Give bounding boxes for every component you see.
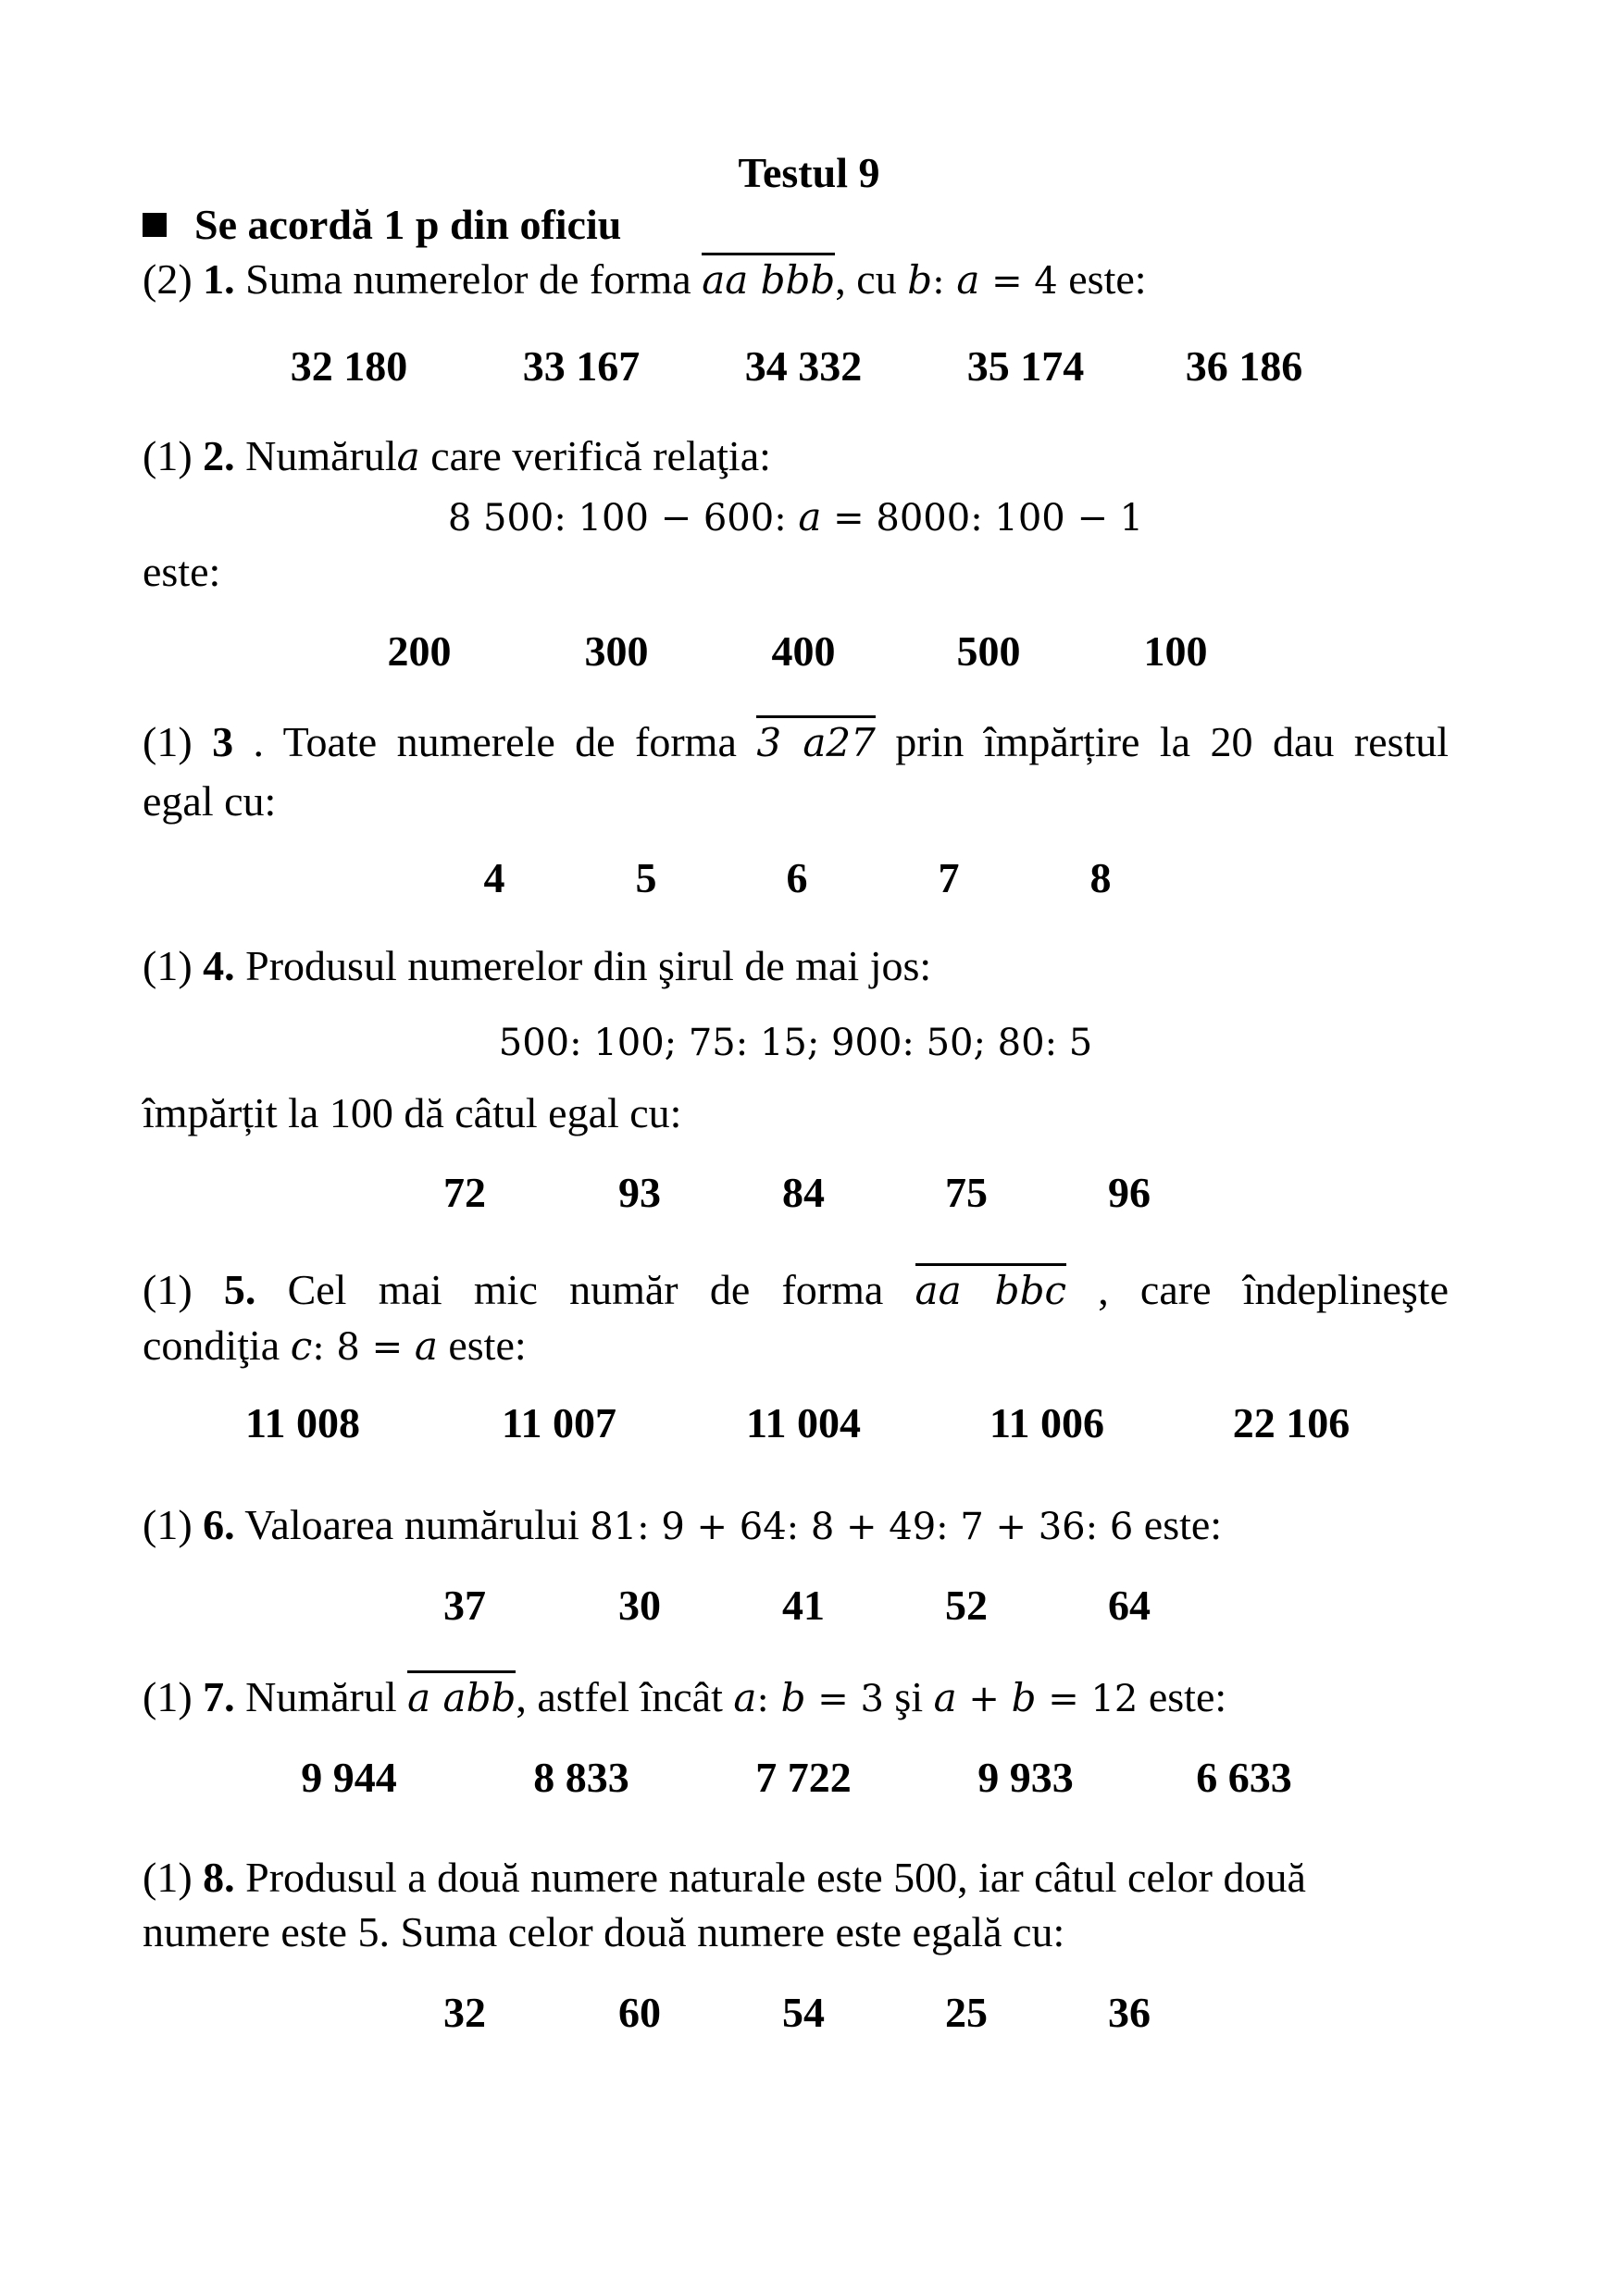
question-text: Numărul [234, 432, 397, 479]
answer-option: 84 [782, 1169, 825, 1216]
answer-option: 11 006 [989, 1399, 1104, 1446]
question-text: 500: 100; 75: 15; 900: 50; 80: 5 [498, 1022, 1093, 1064]
answer-option: 60 [618, 1989, 661, 2036]
math-expression: c [290, 1323, 313, 1369]
math-expression: a [733, 1675, 757, 1720]
question-text: 4. [203, 942, 235, 989]
answer-option: 36 186 [1185, 342, 1303, 390]
question-text: număr [569, 1266, 678, 1313]
answer-option: 6 [786, 854, 808, 901]
question-text: îndeplineşte [1242, 1266, 1449, 1313]
question-text: şi [883, 1673, 934, 1720]
question-text: 8. [203, 1854, 235, 1901]
question-2-line [143, 490, 1449, 543]
math-expression: b [907, 257, 933, 303]
answer-option: 9 944 [301, 1754, 397, 1801]
question-5-line [143, 1319, 1449, 1372]
question-4-line [143, 1086, 1449, 1140]
question-5-line [143, 1263, 1449, 1317]
question-3-line [143, 775, 1449, 828]
answer-option: 64 [1108, 1582, 1151, 1629]
question-text: = 12 [1036, 1678, 1139, 1720]
question-text: care verifică relaţia: [419, 432, 771, 479]
answer-option: 100 [1143, 627, 1208, 675]
math-expression: 3 a27 [756, 715, 876, 765]
question-text: este: [1133, 1501, 1223, 1548]
answer-option: 4 [483, 854, 505, 901]
answer-option: 30 [618, 1582, 661, 1629]
question-text: împărțire [983, 718, 1140, 765]
question-2-line [143, 429, 1449, 483]
question-text: Produsul a două numere naturale este 500, iar câtul celor două [234, 1854, 1306, 1901]
math-expression: a abb [407, 1670, 516, 1720]
answer-option: 6 633 [1196, 1754, 1292, 1801]
answer-option: 25 [945, 1989, 988, 2036]
question-text: (1) [143, 1266, 193, 1313]
question-text: Numărul [234, 1673, 408, 1720]
question-text: este: [437, 1322, 527, 1369]
question-3-line [143, 715, 1449, 769]
question-text: 7. [203, 1673, 235, 1720]
question-text: Produsul numerelor din şirul de mai jos: [234, 942, 932, 989]
math-expression: a [956, 257, 980, 303]
question-text: 3 [212, 718, 234, 765]
answer-option: 400 [771, 627, 836, 675]
answer-option: 75 [945, 1169, 988, 1216]
question-text: mic [473, 1266, 538, 1313]
question-text: : [756, 1678, 781, 1720]
question-text: la [1159, 718, 1191, 765]
answer-option: 8 833 [533, 1754, 629, 1801]
question-text: forma [781, 1266, 884, 1313]
answer-option: 35 174 [966, 342, 1085, 390]
question-text: : [932, 260, 957, 303]
question-text: + [956, 1678, 1012, 1720]
question-text: 1. [203, 255, 235, 303]
page-title: Testul 9 [738, 149, 880, 196]
answer-option: 54 [782, 1989, 825, 2036]
answer-option: 7 [938, 854, 960, 901]
math-expression: aa bbb [702, 253, 835, 303]
answer-option: 96 [1108, 1169, 1151, 1216]
answer-option: 8 [1089, 854, 1112, 901]
math-expression: a [798, 494, 822, 540]
question-text: : 8 = [312, 1326, 415, 1369]
square-bullet-icon [143, 213, 167, 237]
question-text: (2) [143, 255, 204, 303]
question-text: = 3 [805, 1678, 884, 1720]
question-text: . Toate numerele de forma [253, 718, 737, 765]
question-text: numere este 5. Suma celor două numere este egală cu: [143, 1908, 1065, 1955]
question-1-line [143, 253, 1449, 306]
answer-option: 72 [443, 1169, 486, 1216]
question-text: (1) [143, 1854, 204, 1901]
question-4-line [143, 1014, 1449, 1068]
answer-option: 5 [635, 854, 657, 901]
answer-option: 22 106 [1232, 1399, 1350, 1446]
answer-option: 36 [1108, 1989, 1151, 2036]
question-text: mai [378, 1266, 442, 1313]
answer-option: 33 167 [522, 342, 641, 390]
answer-option: 11 004 [746, 1399, 861, 1446]
question-8-line [143, 1905, 1449, 1959]
question-text: (1) [143, 1673, 204, 1720]
question-text: Suma numerelor de forma [234, 255, 703, 303]
answer-option: 41 [782, 1582, 825, 1629]
answer-option: 32 180 [290, 342, 408, 390]
question-8-line [143, 1851, 1449, 1905]
question-text: condiţia [143, 1322, 291, 1369]
question-text: de [709, 1266, 751, 1313]
question-text: dau [1273, 718, 1335, 765]
question-text: este: [1138, 1673, 1227, 1720]
question-text: 20 [1210, 718, 1253, 765]
answer-option: 11 007 [502, 1399, 616, 1446]
question-text: , care [1098, 1266, 1212, 1313]
answer-option: 93 [618, 1169, 661, 1216]
question-text: Valoarea numărului [234, 1501, 591, 1548]
answer-option: 9 933 [977, 1754, 1074, 1801]
question-text: , cu [835, 255, 908, 303]
question-text: = 8000: 100 − 1 [821, 497, 1144, 540]
question-text: (1) [143, 1501, 204, 1548]
answer-option: 11 008 [245, 1399, 360, 1446]
question-text: (1) [143, 718, 193, 765]
answer-option: 500 [956, 627, 1021, 675]
answer-option: 7 722 [755, 1754, 852, 1801]
answer-option: 32 [443, 1989, 486, 2036]
answer-option: 52 [945, 1582, 988, 1629]
question-text: restul [1353, 718, 1450, 765]
math-expression: b [780, 1675, 806, 1720]
question-text: (1) [143, 942, 204, 989]
question-text: este: [1057, 255, 1147, 303]
math-expression: a [933, 1675, 957, 1720]
answer-option: 34 332 [744, 342, 863, 390]
question-text: (1) [143, 432, 204, 479]
answer-option: 37 [443, 1582, 486, 1629]
math-expression: aa bbc [915, 1263, 1066, 1313]
bonus-note-text: Se acordă 1 p din oficiu [194, 201, 622, 248]
answer-option: 200 [387, 627, 452, 675]
question-text: egal cu: [143, 777, 277, 825]
question-text: = 4 [979, 260, 1058, 303]
question-text: 8 500: 100 − 600: [447, 497, 799, 540]
question-7-line [143, 1670, 1449, 1724]
question-text: 2. [203, 432, 235, 479]
bonus-note [143, 198, 621, 252]
question-text: prin [895, 718, 965, 765]
math-expression: a [414, 1323, 438, 1369]
question-text: este: [143, 548, 221, 595]
math-expression: a [396, 434, 420, 479]
answer-option: 300 [584, 627, 649, 675]
question-2-line [143, 545, 1449, 599]
question-text: , astfel încât [516, 1673, 734, 1720]
question-text: 81: 9 + 64: 8 + 49: 7 + 36: 6 [590, 1506, 1134, 1548]
math-expression: b [1011, 1675, 1037, 1720]
question-text: 5. [223, 1266, 256, 1313]
question-4-line [143, 939, 1449, 993]
question-text: împărțit la 100 dă câtul egal cu: [143, 1089, 682, 1136]
question-text: 6. [203, 1501, 235, 1548]
question-6-line [143, 1498, 1449, 1552]
question-text: Cel [287, 1266, 347, 1313]
